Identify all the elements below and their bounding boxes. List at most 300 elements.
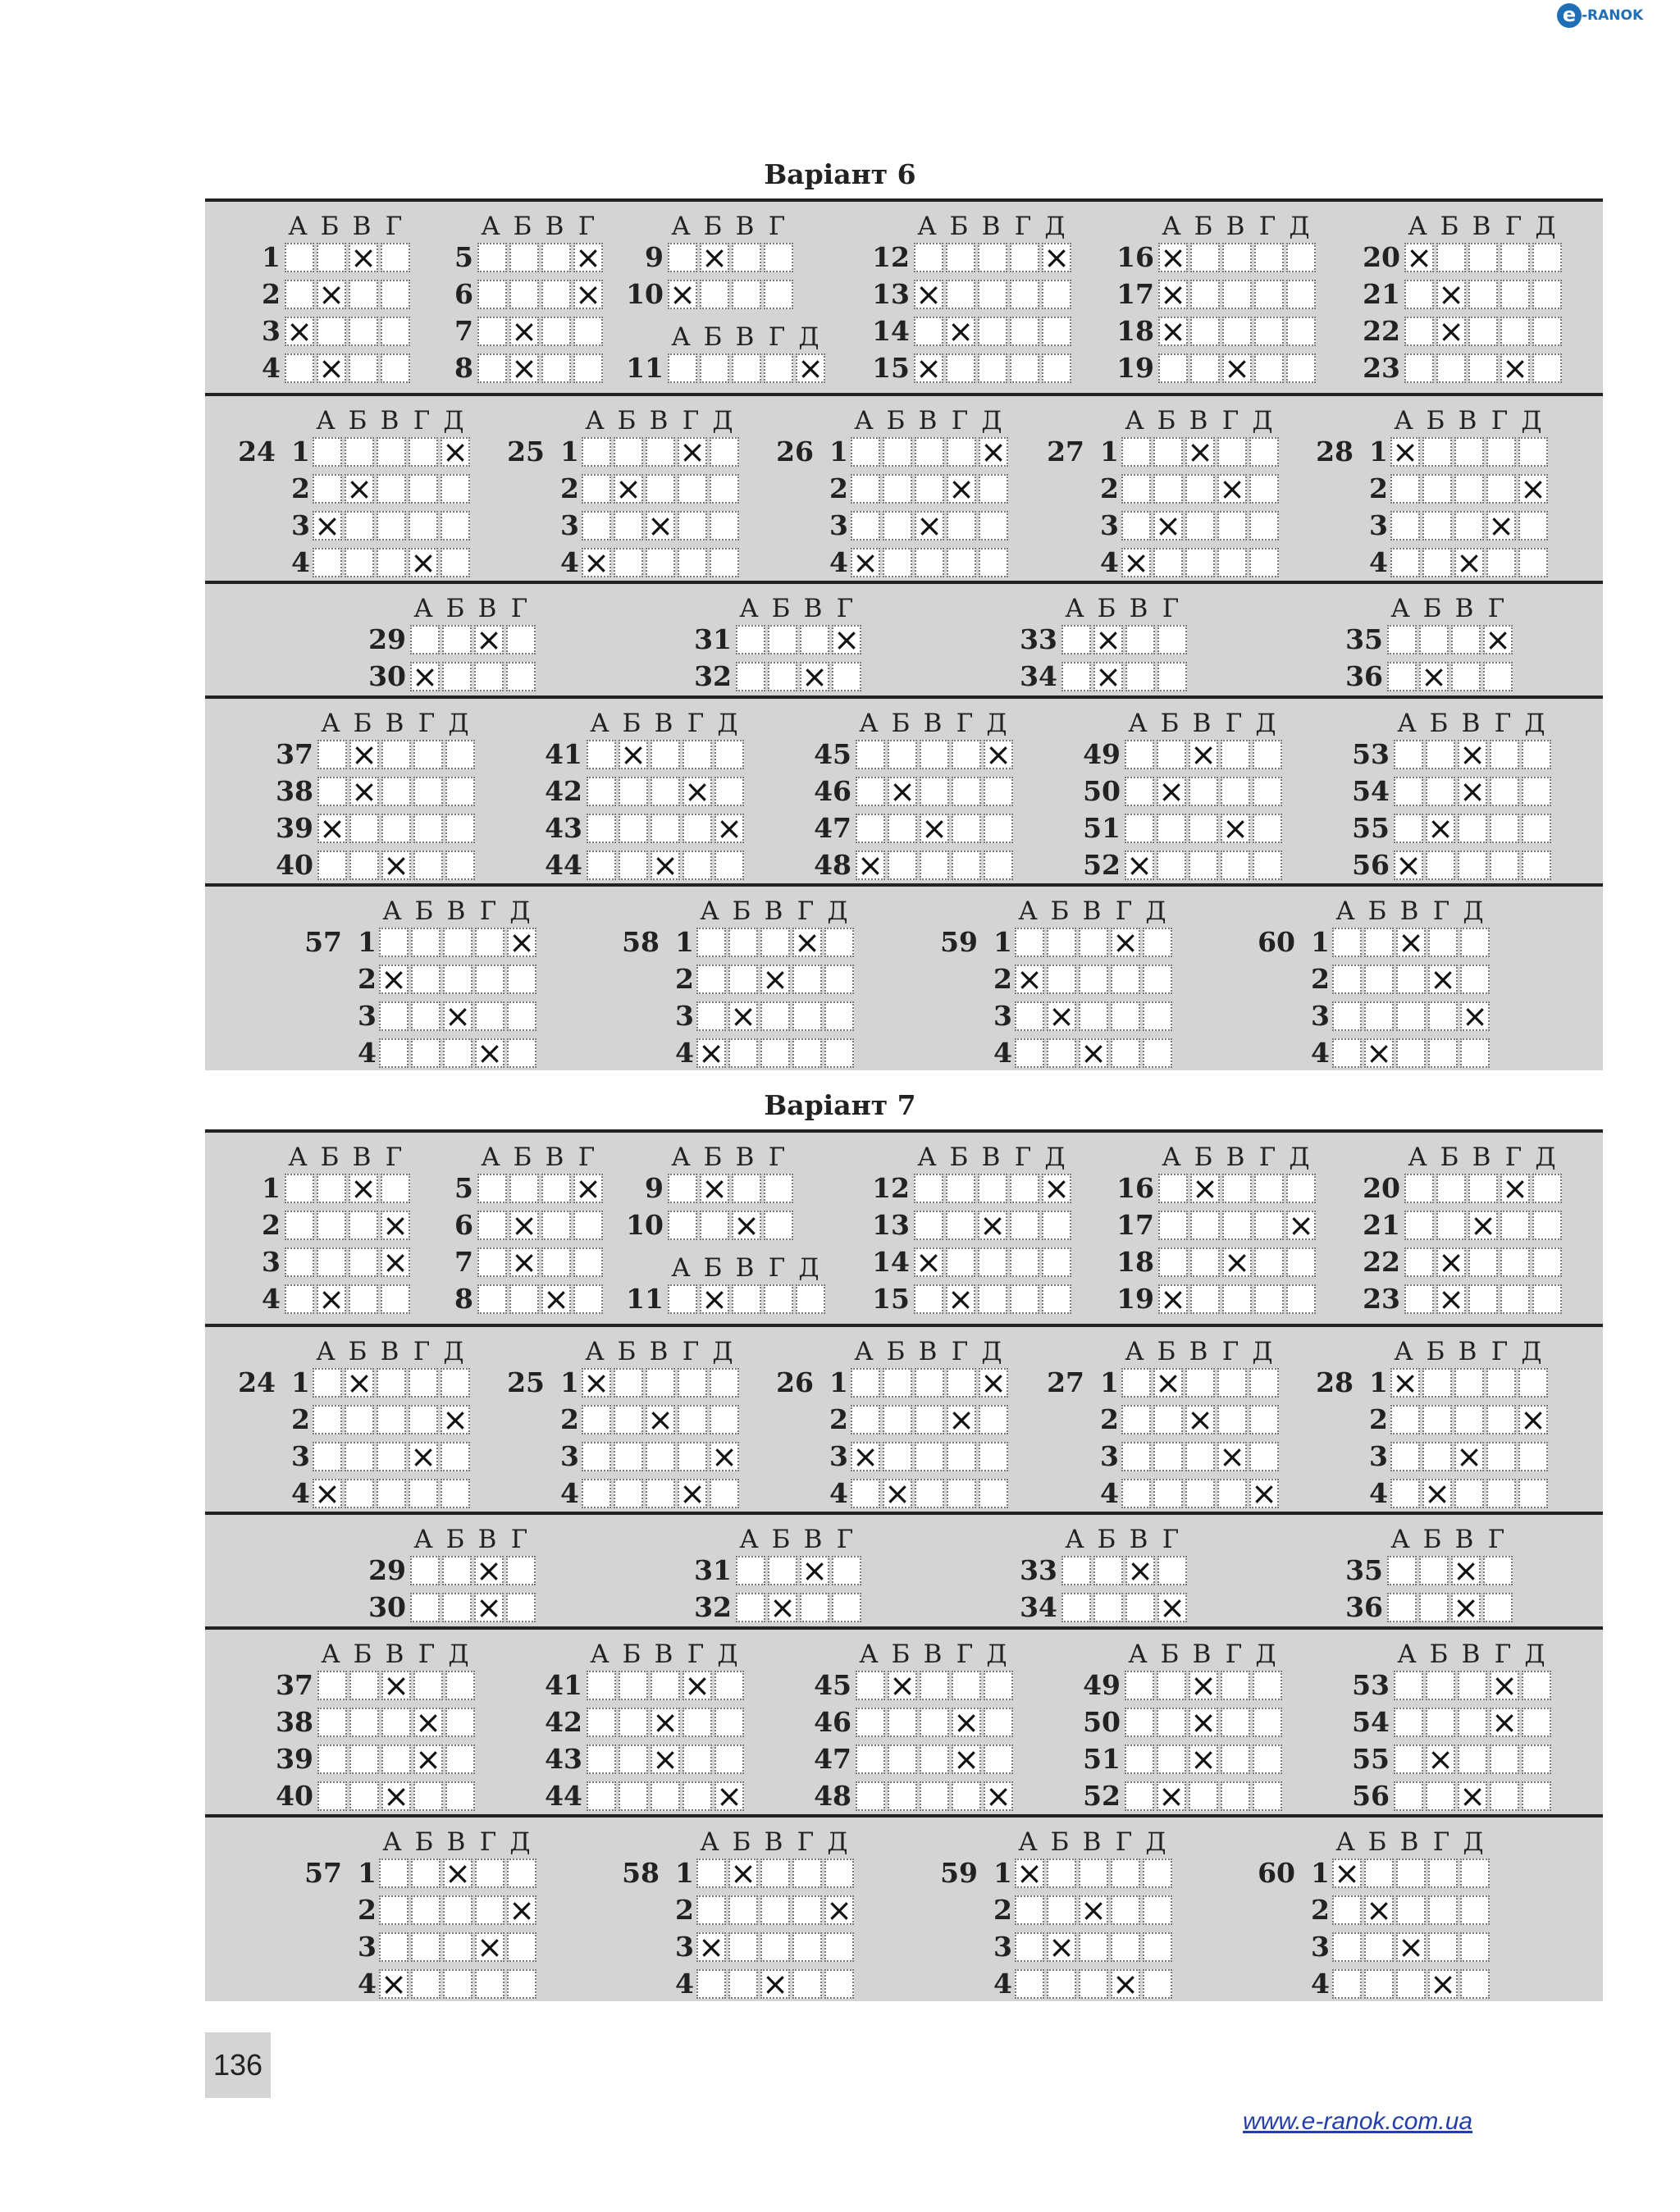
- answer-cell[interactable]: [946, 1280, 975, 1317]
- answer-cell[interactable]: [1422, 548, 1452, 577]
- answer-cell[interactable]: [947, 1368, 976, 1398]
- answer-cell[interactable]: [381, 814, 411, 843]
- answer-cell[interactable]: [1190, 1284, 1220, 1314]
- answer-cell[interactable]: [915, 548, 944, 577]
- answer-cell[interactable]: [409, 1438, 438, 1475]
- answer-cell[interactable]: [1486, 1479, 1516, 1508]
- answer-cell[interactable]: [1047, 1895, 1076, 1925]
- answer-cell[interactable]: [313, 437, 342, 467]
- answer-cell[interactable]: [475, 1969, 504, 1999]
- answer-cell[interactable]: [582, 474, 611, 504]
- answer-cell[interactable]: [1394, 1708, 1423, 1737]
- answer-cell[interactable]: [832, 621, 861, 658]
- answer-cell[interactable]: [413, 1671, 443, 1700]
- answer-cell[interactable]: [1428, 1895, 1458, 1925]
- answer-cell[interactable]: [507, 1891, 536, 1928]
- answer-cell[interactable]: [668, 1174, 697, 1203]
- answer-cell[interactable]: [317, 1174, 346, 1203]
- answer-cell[interactable]: [1486, 548, 1516, 577]
- answer-cell[interactable]: [619, 1708, 648, 1737]
- answer-cell[interactable]: [475, 1895, 504, 1925]
- answer-cell[interactable]: [1010, 1174, 1039, 1203]
- answer-cell[interactable]: [1015, 1038, 1044, 1068]
- answer-cell[interactable]: [582, 1405, 611, 1434]
- answer-cell[interactable]: [952, 1781, 981, 1811]
- answer-cell[interactable]: [1490, 1745, 1519, 1774]
- answer-cell[interactable]: [651, 740, 680, 769]
- answer-cell[interactable]: [984, 736, 1013, 773]
- answer-cell[interactable]: [1468, 353, 1498, 383]
- answer-cell[interactable]: [1042, 239, 1071, 276]
- answer-cell[interactable]: [506, 662, 536, 691]
- answer-cell[interactable]: [851, 1438, 880, 1475]
- answer-cell[interactable]: [800, 1593, 829, 1622]
- answer-cell[interactable]: [947, 1442, 976, 1471]
- answer-cell[interactable]: [952, 814, 981, 843]
- answer-cell[interactable]: [1532, 280, 1562, 309]
- answer-cell[interactable]: [441, 1442, 470, 1471]
- answer-cell[interactable]: [619, 1745, 648, 1774]
- answer-cell[interactable]: [728, 1969, 758, 1999]
- answer-cell[interactable]: [1483, 662, 1513, 691]
- answer-cell[interactable]: [914, 276, 943, 312]
- answer-cell[interactable]: [1157, 1708, 1186, 1737]
- answer-cell[interactable]: [1532, 1284, 1562, 1314]
- answer-cell[interactable]: [1428, 1932, 1458, 1962]
- answer-cell[interactable]: [507, 1001, 536, 1031]
- answer-cell[interactable]: [1015, 1969, 1044, 1999]
- answer-cell[interactable]: [317, 1280, 346, 1317]
- answer-cell[interactable]: [888, 740, 917, 769]
- answer-cell[interactable]: [1332, 1969, 1362, 1999]
- answer-cell[interactable]: [349, 1671, 379, 1700]
- answer-cell[interactable]: [851, 544, 880, 581]
- answer-cell[interactable]: [409, 1368, 438, 1398]
- answer-cell[interactable]: [764, 1284, 793, 1314]
- answer-cell[interactable]: [377, 1442, 406, 1471]
- answer-cell[interactable]: [1253, 851, 1282, 880]
- answer-cell[interactable]: [1428, 1001, 1458, 1031]
- answer-cell[interactable]: [1047, 1038, 1076, 1068]
- answer-cell[interactable]: [1396, 965, 1426, 994]
- answer-cell[interactable]: [728, 1932, 758, 1962]
- answer-cell[interactable]: [381, 1243, 410, 1280]
- answer-cell[interactable]: [573, 276, 603, 312]
- answer-cell[interactable]: [587, 1708, 616, 1737]
- answer-cell[interactable]: [888, 1745, 917, 1774]
- answer-cell[interactable]: [796, 1284, 825, 1314]
- answer-cell[interactable]: [1189, 1667, 1218, 1703]
- answer-cell[interactable]: [409, 474, 438, 504]
- answer-cell[interactable]: [1254, 1247, 1284, 1277]
- answer-cell[interactable]: [851, 437, 880, 467]
- answer-cell[interactable]: [851, 1368, 880, 1398]
- answer-cell[interactable]: [696, 1034, 726, 1071]
- answer-cell[interactable]: [1422, 474, 1452, 504]
- answer-cell[interactable]: [1042, 1247, 1071, 1277]
- answer-cell[interactable]: [1093, 1593, 1123, 1622]
- answer-cell[interactable]: [888, 773, 917, 810]
- answer-cell[interactable]: [1404, 353, 1434, 383]
- answer-cell[interactable]: [946, 243, 975, 272]
- answer-cell[interactable]: [582, 1479, 611, 1508]
- answer-cell[interactable]: [1249, 548, 1279, 577]
- answer-cell[interactable]: [317, 1745, 347, 1774]
- answer-cell[interactable]: [888, 814, 917, 843]
- answer-cell[interactable]: [678, 433, 707, 470]
- answer-cell[interactable]: [614, 1479, 643, 1508]
- answer-cell[interactable]: [1143, 1895, 1172, 1925]
- answer-cell[interactable]: [1387, 625, 1417, 654]
- answer-cell[interactable]: [477, 317, 507, 346]
- answer-cell[interactable]: [445, 1671, 475, 1700]
- answer-cell[interactable]: [1332, 1038, 1362, 1068]
- answer-cell[interactable]: [1387, 662, 1417, 691]
- answer-cell[interactable]: [1254, 243, 1284, 272]
- answer-cell[interactable]: [1010, 317, 1039, 346]
- answer-cell[interactable]: [1468, 1247, 1498, 1277]
- answer-cell[interactable]: [1426, 810, 1455, 846]
- answer-cell[interactable]: [768, 1589, 797, 1626]
- answer-cell[interactable]: [1404, 1284, 1434, 1314]
- answer-cell[interactable]: [619, 777, 648, 806]
- answer-cell[interactable]: [1153, 1479, 1183, 1508]
- answer-cell[interactable]: [619, 736, 648, 773]
- answer-cell[interactable]: [1217, 548, 1247, 577]
- answer-cell[interactable]: [1396, 924, 1426, 960]
- answer-cell[interactable]: [1121, 1479, 1151, 1508]
- answer-cell[interactable]: [349, 851, 379, 880]
- answer-cell[interactable]: [1121, 544, 1151, 581]
- answer-cell[interactable]: [1422, 1405, 1452, 1434]
- answer-cell[interactable]: [1047, 1859, 1076, 1888]
- answer-cell[interactable]: [381, 243, 410, 272]
- answer-cell[interactable]: [345, 1442, 374, 1471]
- answer-cell[interactable]: [317, 740, 347, 769]
- answer-cell[interactable]: [1015, 1854, 1044, 1891]
- answer-cell[interactable]: [714, 810, 744, 846]
- answer-cell[interactable]: [377, 548, 406, 577]
- answer-cell[interactable]: [381, 1284, 410, 1314]
- answer-cell[interactable]: [1460, 1038, 1490, 1068]
- answer-cell[interactable]: [1111, 1932, 1140, 1962]
- answer-cell[interactable]: [349, 239, 378, 276]
- answer-cell[interactable]: [1396, 1969, 1426, 1999]
- answer-cell[interactable]: [1010, 1284, 1039, 1314]
- answer-cell[interactable]: [984, 1708, 1013, 1737]
- answer-cell[interactable]: [475, 928, 504, 957]
- answer-cell[interactable]: [1364, 1034, 1394, 1071]
- answer-cell[interactable]: [1390, 1479, 1420, 1508]
- answer-cell[interactable]: [700, 1170, 729, 1206]
- answer-cell[interactable]: [1286, 280, 1316, 309]
- answer-cell[interactable]: [474, 1552, 504, 1589]
- answer-cell[interactable]: [285, 280, 314, 309]
- answer-cell[interactable]: [1157, 1556, 1187, 1585]
- answer-cell[interactable]: [700, 1211, 729, 1240]
- answer-cell[interactable]: [1253, 1781, 1282, 1811]
- answer-cell[interactable]: [1143, 928, 1172, 957]
- answer-cell[interactable]: [445, 777, 475, 806]
- answer-cell[interactable]: [345, 437, 374, 467]
- answer-cell[interactable]: [856, 740, 885, 769]
- answer-cell[interactable]: [883, 548, 912, 577]
- answer-cell[interactable]: [678, 548, 707, 577]
- answer-cell[interactable]: [1079, 1001, 1108, 1031]
- answer-cell[interactable]: [1079, 1034, 1108, 1071]
- answer-cell[interactable]: [381, 353, 410, 383]
- answer-cell[interactable]: [714, 777, 744, 806]
- answer-cell[interactable]: [883, 437, 912, 467]
- answer-cell[interactable]: [1422, 511, 1452, 540]
- answer-cell[interactable]: [710, 1479, 739, 1508]
- answer-cell[interactable]: [984, 1745, 1013, 1774]
- answer-cell[interactable]: [509, 349, 539, 386]
- answer-cell[interactable]: [947, 1401, 976, 1438]
- answer-cell[interactable]: [914, 243, 943, 272]
- answer-cell[interactable]: [411, 1001, 441, 1031]
- answer-cell[interactable]: [381, 1777, 411, 1814]
- answer-cell[interactable]: [1468, 317, 1498, 346]
- answer-cell[interactable]: [1468, 280, 1498, 309]
- answer-cell[interactable]: [1157, 1671, 1186, 1700]
- answer-cell[interactable]: [381, 1174, 410, 1203]
- answer-cell[interactable]: [285, 1247, 314, 1277]
- answer-cell[interactable]: [475, 965, 504, 994]
- answer-cell[interactable]: [1221, 1745, 1250, 1774]
- answer-cell[interactable]: [1222, 1174, 1252, 1203]
- answer-cell[interactable]: [1222, 1284, 1252, 1314]
- answer-cell[interactable]: [582, 544, 611, 581]
- answer-cell[interactable]: [1436, 353, 1466, 383]
- answer-cell[interactable]: [728, 965, 758, 994]
- answer-cell[interactable]: [1121, 474, 1151, 504]
- answer-cell[interactable]: [856, 1781, 885, 1811]
- answer-cell[interactable]: [984, 814, 1013, 843]
- answer-cell[interactable]: [668, 1284, 697, 1314]
- answer-cell[interactable]: [1217, 1368, 1247, 1398]
- answer-cell[interactable]: [851, 474, 880, 504]
- answer-cell[interactable]: [1422, 437, 1452, 467]
- answer-cell[interactable]: [587, 814, 616, 843]
- answer-cell[interactable]: [1121, 1405, 1151, 1434]
- answer-cell[interactable]: [619, 851, 648, 880]
- answer-cell[interactable]: [760, 960, 790, 997]
- answer-cell[interactable]: [442, 625, 472, 654]
- answer-cell[interactable]: [700, 353, 729, 383]
- answer-cell[interactable]: [582, 437, 611, 467]
- answer-cell[interactable]: [1222, 349, 1252, 386]
- answer-cell[interactable]: [1153, 437, 1183, 467]
- answer-cell[interactable]: [413, 740, 443, 769]
- answer-cell[interactable]: [1061, 662, 1091, 691]
- answer-cell[interactable]: [411, 1969, 441, 1999]
- answer-cell[interactable]: [678, 1475, 707, 1512]
- answer-cell[interactable]: [1042, 317, 1071, 346]
- answer-cell[interactable]: [411, 928, 441, 957]
- answer-cell[interactable]: [1426, 1781, 1455, 1811]
- answer-cell[interactable]: [979, 511, 1008, 540]
- answer-cell[interactable]: [1042, 1211, 1071, 1240]
- answer-cell[interactable]: [381, 317, 410, 346]
- answer-cell[interactable]: [851, 511, 880, 540]
- answer-cell[interactable]: [760, 1859, 790, 1888]
- answer-cell[interactable]: [1189, 1781, 1218, 1811]
- answer-cell[interactable]: [914, 1284, 943, 1314]
- answer-cell[interactable]: [1458, 736, 1487, 773]
- answer-cell[interactable]: [728, 1038, 758, 1068]
- answer-cell[interactable]: [1222, 280, 1252, 309]
- answer-cell[interactable]: [682, 1708, 712, 1737]
- answer-cell[interactable]: [381, 1708, 411, 1737]
- answer-cell[interactable]: [1404, 239, 1434, 276]
- answer-cell[interactable]: [409, 437, 438, 467]
- answer-cell[interactable]: [1249, 1475, 1279, 1512]
- answer-cell[interactable]: [379, 960, 409, 997]
- answer-cell[interactable]: [1419, 1556, 1449, 1585]
- answer-cell[interactable]: [349, 1781, 379, 1811]
- answer-cell[interactable]: [1153, 474, 1183, 504]
- answer-cell[interactable]: [377, 1368, 406, 1398]
- answer-cell[interactable]: [474, 662, 504, 691]
- answer-cell[interactable]: [317, 851, 347, 880]
- answer-cell[interactable]: [1422, 1368, 1452, 1398]
- answer-cell[interactable]: [317, 1781, 347, 1811]
- answer-cell[interactable]: [856, 1745, 885, 1774]
- answer-cell[interactable]: [345, 1405, 374, 1434]
- answer-cell[interactable]: [1249, 511, 1279, 540]
- answer-cell[interactable]: [914, 1174, 943, 1203]
- answer-cell[interactable]: [582, 1364, 611, 1401]
- answer-cell[interactable]: [1253, 1745, 1282, 1774]
- answer-cell[interactable]: [1217, 1479, 1247, 1508]
- answer-cell[interactable]: [1111, 965, 1140, 994]
- answer-cell[interactable]: [646, 474, 675, 504]
- answer-cell[interactable]: [1254, 1284, 1284, 1314]
- answer-cell[interactable]: [1190, 1170, 1220, 1206]
- answer-cell[interactable]: [1426, 740, 1455, 769]
- answer-cell[interactable]: [1125, 1781, 1154, 1811]
- answer-cell[interactable]: [509, 1243, 539, 1280]
- answer-cell[interactable]: [978, 353, 1007, 383]
- answer-cell[interactable]: [883, 1442, 912, 1471]
- answer-cell[interactable]: [1221, 1708, 1250, 1737]
- answer-cell[interactable]: [888, 1781, 917, 1811]
- answer-cell[interactable]: [413, 1740, 443, 1777]
- answer-cell[interactable]: [1185, 1401, 1215, 1438]
- answer-cell[interactable]: [1451, 625, 1481, 654]
- answer-cell[interactable]: [946, 280, 975, 309]
- answer-cell[interactable]: [646, 1368, 675, 1398]
- answer-cell[interactable]: [984, 1777, 1013, 1814]
- answer-cell[interactable]: [700, 280, 729, 309]
- answer-cell[interactable]: [1332, 965, 1362, 994]
- answer-cell[interactable]: [1042, 1284, 1071, 1314]
- answer-cell[interactable]: [952, 777, 981, 806]
- answer-cell[interactable]: [915, 1405, 944, 1434]
- answer-cell[interactable]: [1189, 851, 1218, 880]
- answer-cell[interactable]: [345, 1364, 374, 1401]
- answer-cell[interactable]: [1490, 1703, 1519, 1740]
- answer-cell[interactable]: [1396, 1001, 1426, 1031]
- answer-cell[interactable]: [714, 1708, 744, 1737]
- answer-cell[interactable]: [1121, 1368, 1151, 1398]
- answer-cell[interactable]: [1010, 280, 1039, 309]
- answer-cell[interactable]: [1428, 960, 1458, 997]
- answer-cell[interactable]: [1518, 1442, 1548, 1471]
- answer-cell[interactable]: [1364, 1001, 1394, 1031]
- answer-cell[interactable]: [714, 1671, 744, 1700]
- answer-cell[interactable]: [1490, 814, 1519, 843]
- answer-cell[interactable]: [1189, 1740, 1218, 1777]
- answer-cell[interactable]: [411, 1859, 441, 1888]
- answer-cell[interactable]: [1522, 1781, 1551, 1811]
- answer-cell[interactable]: [979, 433, 1008, 470]
- answer-cell[interactable]: [313, 548, 342, 577]
- answer-cell[interactable]: [1217, 1405, 1247, 1434]
- answer-cell[interactable]: [1364, 1891, 1394, 1928]
- answer-cell[interactable]: [800, 658, 829, 695]
- answer-cell[interactable]: [1189, 1703, 1218, 1740]
- answer-cell[interactable]: [587, 740, 616, 769]
- answer-cell[interactable]: [317, 276, 346, 312]
- answer-cell[interactable]: [1364, 1969, 1394, 1999]
- answer-cell[interactable]: [379, 1965, 409, 2002]
- answer-cell[interactable]: [1143, 1038, 1172, 1068]
- answer-cell[interactable]: [475, 1859, 504, 1888]
- answer-cell[interactable]: [1486, 1405, 1516, 1434]
- answer-cell[interactable]: [732, 243, 761, 272]
- answer-cell[interactable]: [1158, 276, 1188, 312]
- answer-cell[interactable]: [947, 1479, 976, 1508]
- answer-cell[interactable]: [1157, 1589, 1187, 1626]
- answer-cell[interactable]: [443, 1932, 472, 1962]
- answer-cell[interactable]: [317, 349, 346, 386]
- answer-cell[interactable]: [443, 1854, 472, 1891]
- answer-cell[interactable]: [682, 773, 712, 810]
- answer-cell[interactable]: [1047, 1969, 1076, 1999]
- answer-cell[interactable]: [646, 1479, 675, 1508]
- answer-cell[interactable]: [824, 1001, 854, 1031]
- answer-cell[interactable]: [509, 280, 539, 309]
- answer-cell[interactable]: [411, 1932, 441, 1962]
- answer-cell[interactable]: [1042, 280, 1071, 309]
- answer-cell[interactable]: [573, 1170, 603, 1206]
- answer-cell[interactable]: [1286, 353, 1316, 383]
- answer-cell[interactable]: [477, 1211, 507, 1240]
- answer-cell[interactable]: [409, 544, 438, 581]
- answer-cell[interactable]: [1254, 280, 1284, 309]
- answer-cell[interactable]: [764, 353, 793, 383]
- answer-cell[interactable]: [883, 1405, 912, 1434]
- answer-cell[interactable]: [573, 1247, 603, 1277]
- answer-cell[interactable]: [1157, 1745, 1186, 1774]
- answer-cell[interactable]: [800, 625, 829, 654]
- answer-cell[interactable]: [1221, 1671, 1250, 1700]
- answer-cell[interactable]: [1422, 1442, 1452, 1471]
- answer-cell[interactable]: [317, 1247, 346, 1277]
- answer-cell[interactable]: [1222, 1243, 1252, 1280]
- answer-cell[interactable]: [409, 1405, 438, 1434]
- answer-cell[interactable]: [1286, 1247, 1316, 1277]
- answer-cell[interactable]: [824, 1038, 854, 1068]
- answer-cell[interactable]: [984, 777, 1013, 806]
- answer-cell[interactable]: [700, 239, 729, 276]
- answer-cell[interactable]: [509, 1284, 539, 1314]
- answer-cell[interactable]: [1093, 658, 1123, 695]
- answer-cell[interactable]: [345, 548, 374, 577]
- answer-cell[interactable]: [1458, 773, 1487, 810]
